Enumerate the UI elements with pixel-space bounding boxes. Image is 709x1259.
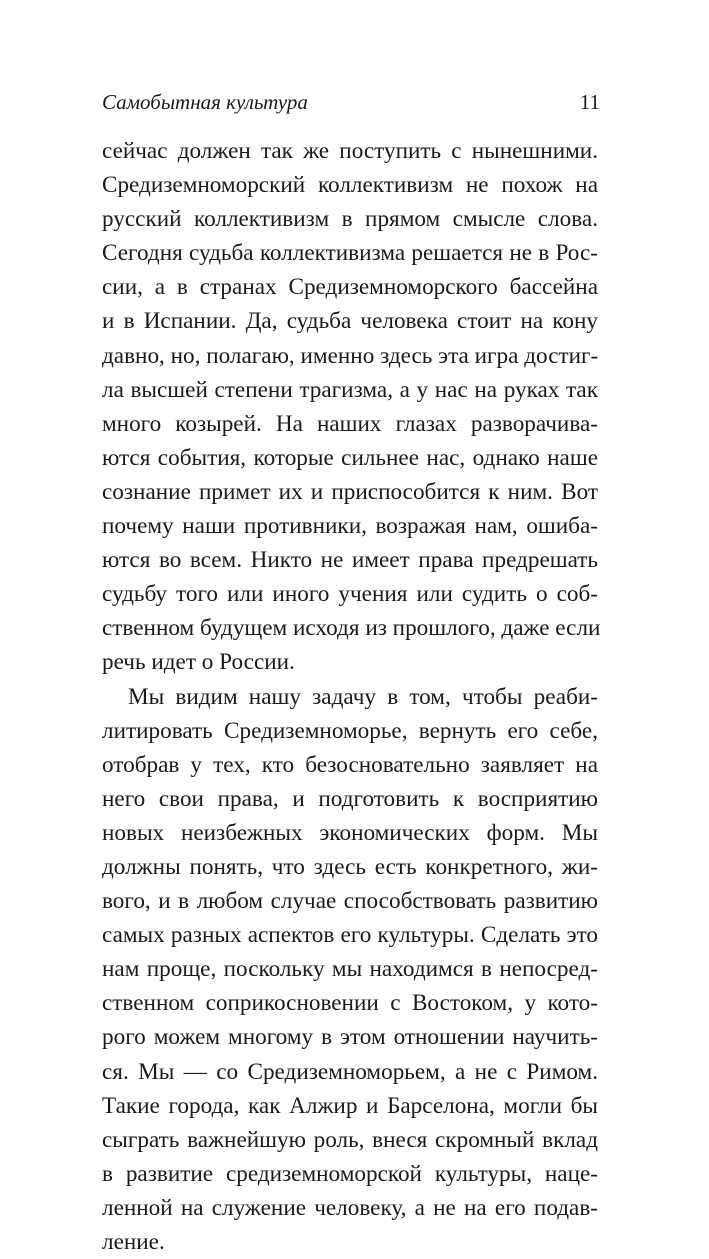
paragraph [102, 134, 598, 680]
text-line: ственном будущем исходя из прошлого, даже если [102, 611, 598, 645]
text-line: новых неизбежных экономических форм. Мы [102, 816, 598, 850]
text-line: ются события, которые сильнее нас, однако наше [102, 441, 598, 475]
text-line: и в Испании. Да, судьба человека стоит на кону [102, 304, 598, 338]
body-text [102, 134, 598, 1259]
text-line: рого можем многому в этом отношении научить- [102, 1020, 598, 1054]
text-line: нам проще, поскольку мы находимся в непосред- [102, 952, 598, 986]
text-line: него свои права, и подготовить к восприятию [102, 782, 598, 816]
text-line: много козырей. На наших глазах разворачива- [102, 407, 598, 441]
text-line: в развитие средиземноморской культуры, наце- [102, 1157, 598, 1191]
text-line: Такие города, как Алжир и Барселона, могли бы [102, 1089, 598, 1123]
text-line: ются во всем. Никто не имеет права предрешать [102, 543, 598, 577]
text-line: ся. Мы — со Средиземноморьем, а не с Римом. [102, 1055, 598, 1089]
paragraph [102, 680, 598, 1259]
text-line: вого, и в любом случае способствовать развитию [102, 884, 598, 918]
page-number: 11 [580, 86, 600, 118]
text-line: сыграть важнейшую роль, внеся скромный вклад [102, 1123, 598, 1157]
text-line: почему наши противники, возражая нам, ошиба- [102, 509, 598, 543]
text-line: русский коллективизм в прямом смысле слова. [102, 202, 598, 236]
text-line: судьбу того или иного учения или судить о соб- [102, 577, 598, 611]
text-line: должны понять, что здесь есть конкретного, жи- [102, 850, 598, 884]
text-line: речь идет о России. [102, 645, 598, 679]
text-line: ла высшей степени трагизма, а у нас на руках так [102, 373, 598, 407]
text-line: ственном соприкосновении с Востоком, у кото- [102, 986, 598, 1020]
text-line: Средиземноморский коллективизм не похож на [102, 168, 598, 202]
text-line: ление. [102, 1225, 598, 1259]
text-line: сии, а в странах Средиземноморского бассейна [102, 270, 598, 304]
page-header [102, 86, 600, 118]
text-line: самых разных аспектов его культуры. Сделать это [102, 918, 598, 952]
text-line: Мы видим нашу задачу в том, чтобы реаби- [102, 680, 598, 714]
running-title: Самобытная культура [102, 86, 308, 118]
text-line: сознание примет их и приспособится к ним. Вот [102, 475, 598, 509]
text-line: ленной на служение человеку, а не на его подав- [102, 1191, 598, 1225]
text-line: отобрав у тех, кто безосновательно заявляет на [102, 748, 598, 782]
text-line: сейчас должен так же поступить с нынешними. [102, 134, 598, 168]
text-line: давно, но, полагаю, именно здесь эта игра достиг- [102, 339, 598, 373]
text-line: Сегодня судьба коллективизма решается не в Рос- [102, 236, 598, 270]
text-line: литировать Средиземноморье, вернуть его себе, [102, 714, 598, 748]
